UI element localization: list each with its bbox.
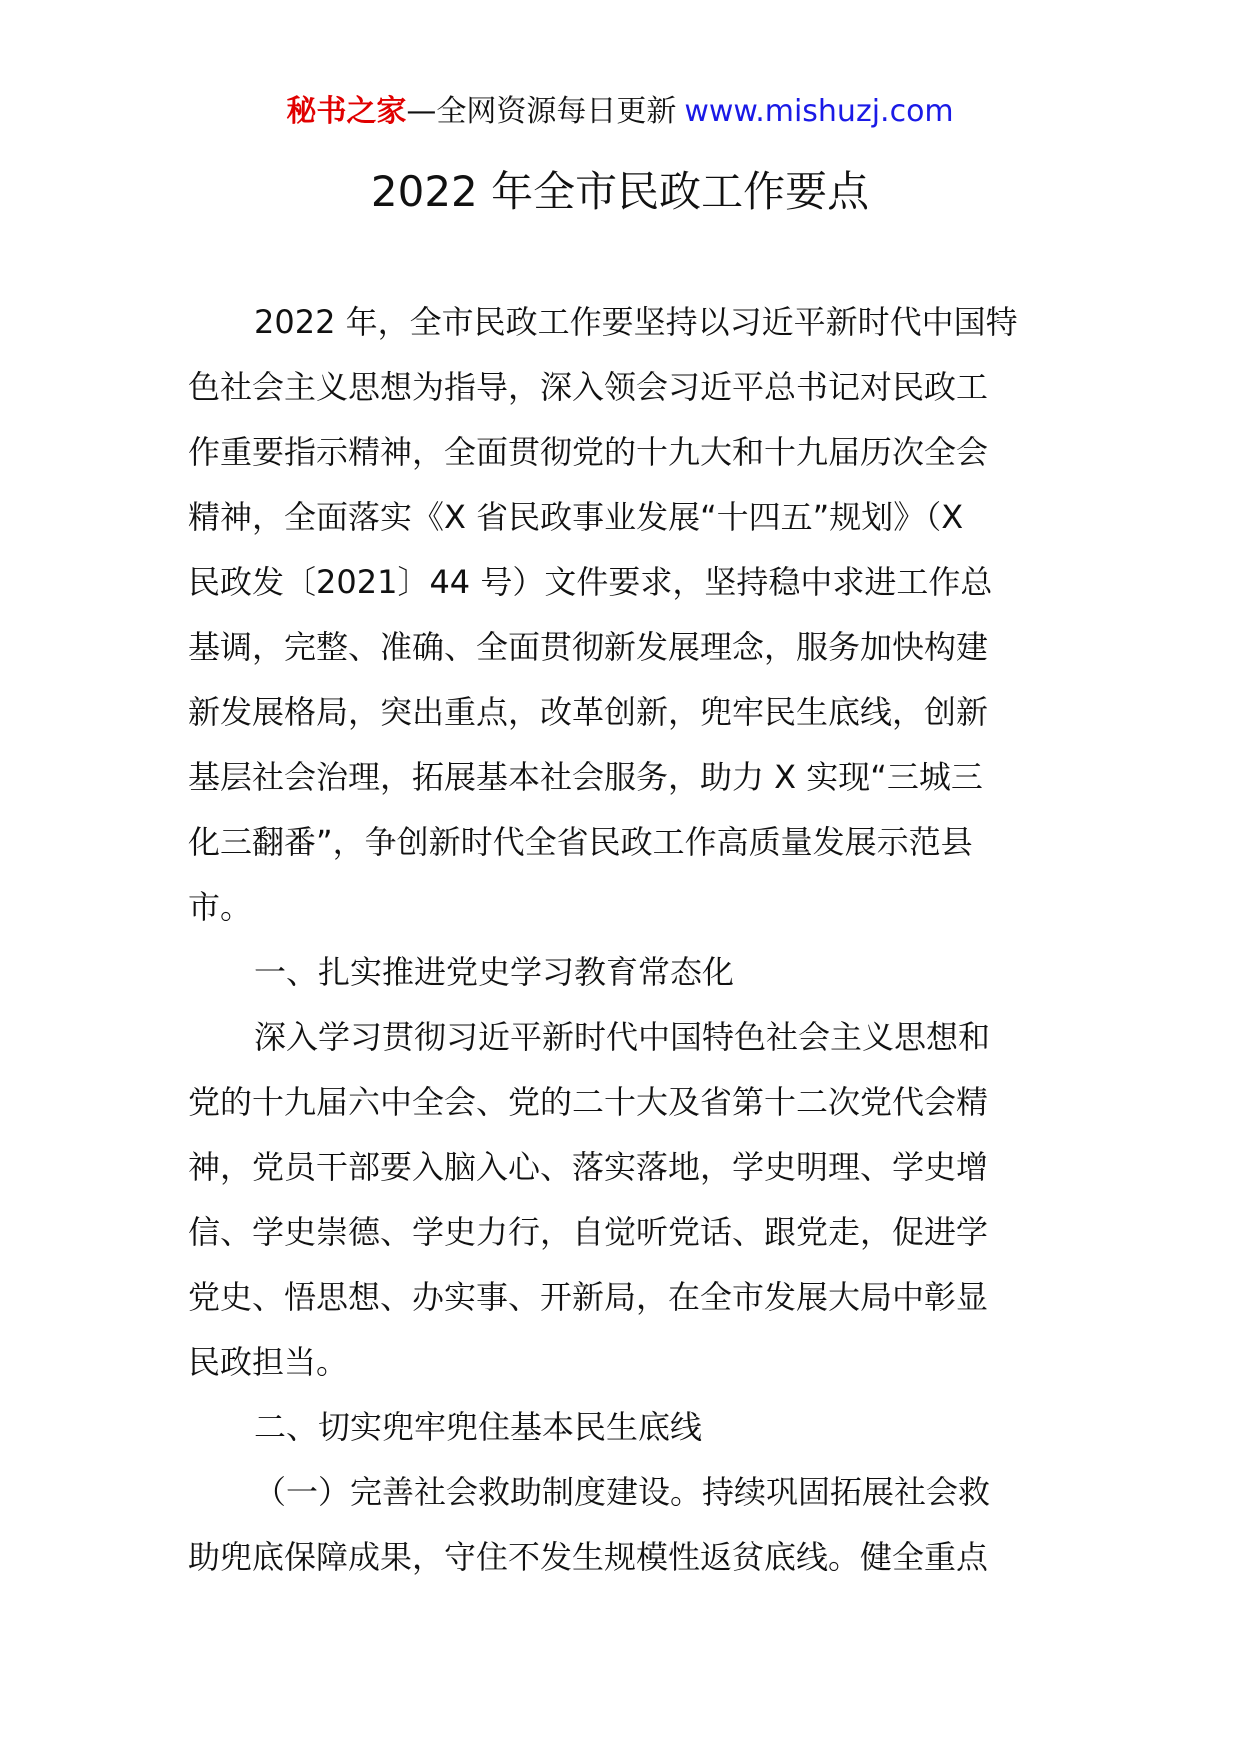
text-line: 精神，全面落实《X 省民政事业发展“十四五”规划》（X	[188, 498, 964, 536]
text-line: 民政发〔2021〕44 号）文件要求，坚持稳中求进工作总	[188, 563, 993, 601]
text-line: 助兜底保障成果，守住不发生规模性返贫底线。健全重点	[188, 1538, 989, 1576]
text-line: 民政担当。	[188, 1343, 349, 1381]
text-line: 化三翻番”，争创新时代全省民政工作高质量发展示范县	[188, 823, 973, 861]
text-line: 二、切实兜牢兜住基本民生底线	[254, 1408, 703, 1446]
text-line: 市。	[188, 888, 253, 926]
text-line: 信、学史崇德、学史力行，自觉听党话、跟党走，促进学	[188, 1213, 989, 1251]
text-line: 神，党员干部要入脑入心、落实落地，学史明理、学史增	[188, 1148, 989, 1186]
text-line: 色社会主义思想为指导，深入领会习近平总书记对民政工	[188, 368, 989, 406]
text-line: 党史、悟思想、办实事、开新局，在全市发展大局中彰显	[188, 1278, 989, 1316]
document-body	[188, 290, 1058, 1590]
text-line: （一）完善社会救助制度建设。持续巩固拓展社会救	[254, 1473, 991, 1511]
site-header	[0, 92, 1240, 132]
text-line: 一、扎实推进党史学习教育常态化	[254, 953, 735, 991]
text-line: 基层社会治理，拓展基本社会服务，助力 X 实现“三城三	[188, 758, 983, 796]
text-line: 新发展格局，突出重点，改革创新，兜牢民生底线，创新	[188, 693, 989, 731]
brand-name: 秘书之家	[286, 94, 407, 129]
text-line: 深入学习贯彻习近平新时代中国特色社会主义思想和	[254, 1018, 991, 1056]
document-title: 2022 年全市民政工作要点	[370, 167, 870, 216]
text-line: 党的十九届六中全会、党的二十大及省第十二次党代会精	[188, 1083, 989, 1121]
text-line: 2022 年，全市民政工作要坚持以习近平新时代中国特	[254, 303, 1018, 341]
text-line: 基调，完整、准确、全面贯彻新发展理念，服务加快构建	[188, 628, 989, 666]
site-link[interactable]: www.mishuzj.com	[684, 94, 954, 129]
text-line: 作重要指示精神，全面贯彻党的十九大和十九届历次全会	[188, 433, 989, 471]
header-tagline: —全网资源每日更新	[406, 94, 677, 129]
